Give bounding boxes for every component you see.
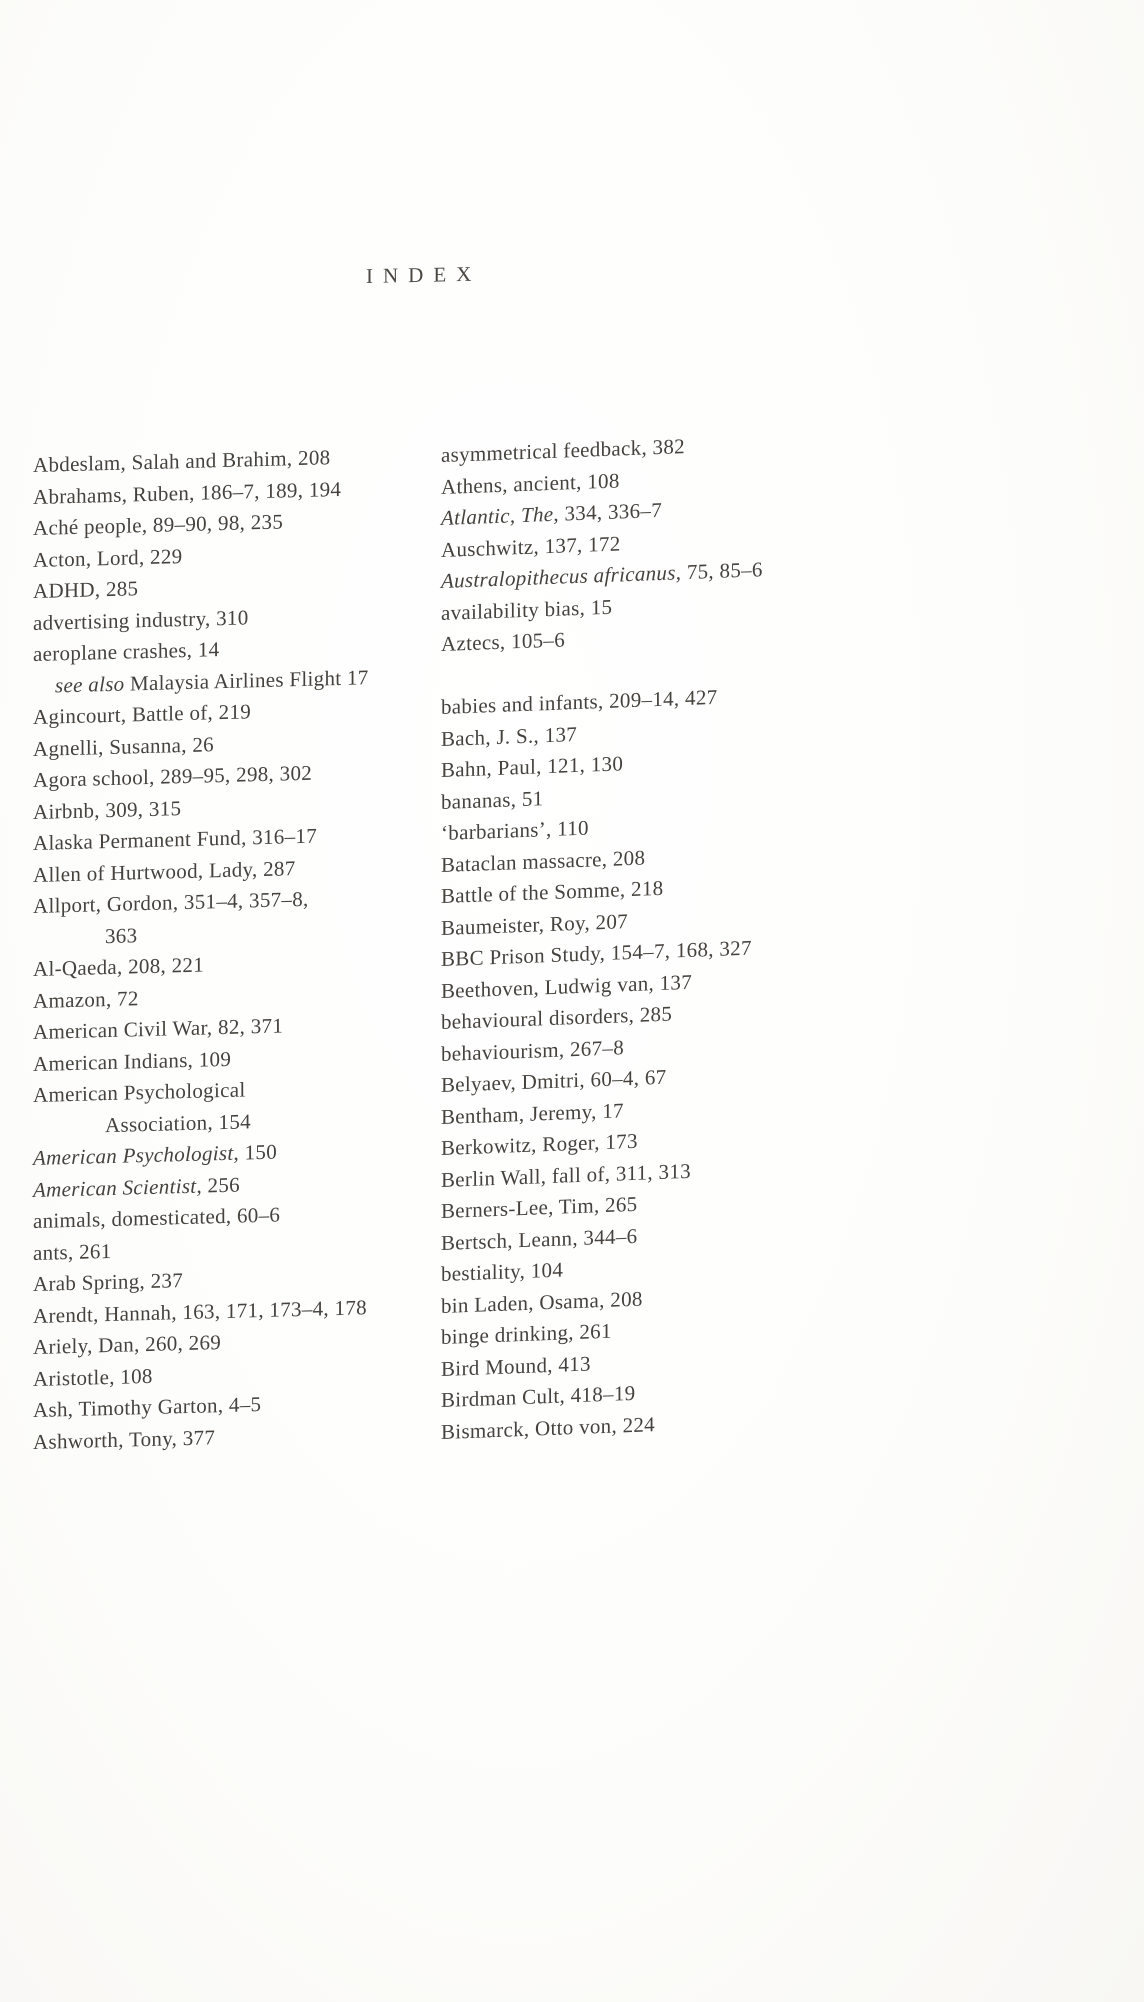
- index-entry-text: availability bias, 15: [441, 594, 613, 625]
- index-entry-text: ‘barbarians’, 110: [441, 815, 589, 845]
- index-entry-text: Bismarck, Otto von, 224: [441, 1411, 655, 1444]
- index-entry-text: BBC Prison Study, 154–7, 168, 327: [441, 935, 752, 971]
- index-entry-text: Athens, ancient, 108: [441, 467, 620, 499]
- index-title: INDEX: [366, 261, 482, 288]
- index-entry-text: Abrahams, Ruben, 186–7, 189, 194: [33, 476, 342, 509]
- index-entry-italic-text: Australopithecus africanus: [441, 560, 676, 593]
- index-entry-text: Al-Qaeda, 208, 221: [33, 952, 205, 981]
- index-entry-text: Abdeslam, Salah and Brahim, 208: [33, 445, 331, 477]
- index-entry-text: Beethoven, Ludwig van, 137: [441, 969, 693, 1003]
- index-entry-text: Airbnb, 309, 315: [33, 795, 182, 824]
- index-entry-text: Association, 154: [105, 1108, 251, 1137]
- index-entry-text: Aché people, 89–90, 98, 235: [33, 509, 284, 540]
- index-entry-text: Alaska Permanent Fund, 316–17: [33, 823, 317, 855]
- index-entry-text: Auschwitz, 137, 172: [441, 530, 621, 562]
- index-entry-text: American Civil War, 82, 371: [33, 1013, 284, 1044]
- index-entry-text: , 75, 85–6: [675, 557, 763, 585]
- index-entry-italic-text: Atlantic, The: [441, 501, 554, 530]
- index-entry-text: Berners-Lee, Tim, 265: [441, 1191, 638, 1223]
- index-entry-italic-text: American Psychologist: [33, 1140, 234, 1170]
- index-entry-text: , 334, 336–7: [553, 497, 662, 526]
- index-entry-text: Bach, J. S., 137: [441, 721, 578, 751]
- index-entry-text: advertising industry, 310: [33, 604, 249, 635]
- index-entry-text: Ariely, Dan, 260, 269: [33, 1330, 222, 1359]
- index-entry-text: behavioural disorders, 285: [441, 1001, 673, 1034]
- index-entry-text: Bahn, Paul, 121, 130: [441, 751, 624, 782]
- index-entry-text: asymmetrical feedback, 382: [441, 434, 685, 467]
- index-entry-text: bestiality, 104: [441, 1257, 564, 1286]
- index-entry-italic-text: American Scientist: [33, 1173, 197, 1202]
- index-entry-text: binge drinking, 261: [441, 1318, 612, 1349]
- index-entry-text: aeroplane crashes, 14: [33, 637, 220, 666]
- index-entry-text: , 256: [196, 1172, 240, 1198]
- index-entry-text: Ash, Timothy Garton, 4–5: [33, 1392, 262, 1422]
- index-column-right: [441, 424, 871, 1448]
- index-entry-text: Acton, Lord, 229: [33, 543, 183, 572]
- index-entry-text: , 150: [233, 1139, 278, 1165]
- index-entry-italic-text: see also: [55, 671, 125, 697]
- index-entry-text: Berkowitz, Roger, 173: [441, 1128, 638, 1160]
- index-entry-text: American Indians, 109: [33, 1046, 232, 1076]
- index-entry-text: ants, 261: [33, 1238, 112, 1265]
- index-entry-text: Battle of the Somme, 218: [441, 875, 664, 908]
- index-entry-text: Amazon, 72: [33, 985, 139, 1013]
- index-entry-text: Malaysia Airlines Flight 17: [124, 664, 369, 696]
- index-entry-text: Agnelli, Susanna, 26: [33, 731, 214, 761]
- index-entry-text: 363: [105, 922, 138, 948]
- index-entry-text: Agora school, 289–95, 298, 302: [33, 760, 313, 792]
- index-entry-text: Bataclan massacre, 208: [441, 845, 646, 877]
- index-entry-text: Arab Spring, 237: [33, 1268, 184, 1296]
- index-entry-text: Birdman Cult, 418–19: [441, 1380, 636, 1412]
- index-entry-text: Aristotle, 108: [33, 1363, 153, 1391]
- index-entry-text: Allen of Hurtwood, Lady, 287: [33, 855, 296, 887]
- index-entry-text: Bird Mound, 413: [441, 1351, 591, 1381]
- index-entry-text: Ashworth, Tony, 377: [33, 1424, 216, 1454]
- index-entry-text: bin Laden, Osama, 208: [441, 1286, 643, 1318]
- index-entry-text: animals, domesticated, 60–6: [33, 1202, 281, 1233]
- index-entry-text: behaviourism, 267–8: [441, 1034, 625, 1066]
- index-entry-text: Berlin Wall, fall of, 311, 313: [441, 1158, 691, 1192]
- index-entry-text: ADHD, 285: [33, 576, 139, 603]
- index-column-left: [33, 439, 463, 1458]
- index-entry-text: babies and infants, 209–14, 427: [441, 684, 718, 719]
- index-entry-text: Bentham, Jeremy, 17: [441, 1097, 624, 1129]
- index-entry-text: Belyaev, Dmitri, 60–4, 67: [441, 1064, 667, 1097]
- index-entry-text: Allport, Gordon, 351–4, 357–8,: [33, 886, 309, 918]
- index-entry-text: Bertsch, Leann, 344–6: [441, 1223, 638, 1255]
- index-entry-text: Arendt, Hannah, 163, 171, 173–4, 178: [33, 1294, 367, 1328]
- index-entry-text: American Psychological: [33, 1077, 246, 1107]
- index-entry-text: bananas, 51: [441, 785, 544, 814]
- index-entry-text: Baumeister, Roy, 207: [441, 908, 628, 940]
- index-entry-text: Agincourt, Battle of, 219: [33, 699, 252, 729]
- index-entry-text: Aztecs, 105–6: [441, 627, 566, 656]
